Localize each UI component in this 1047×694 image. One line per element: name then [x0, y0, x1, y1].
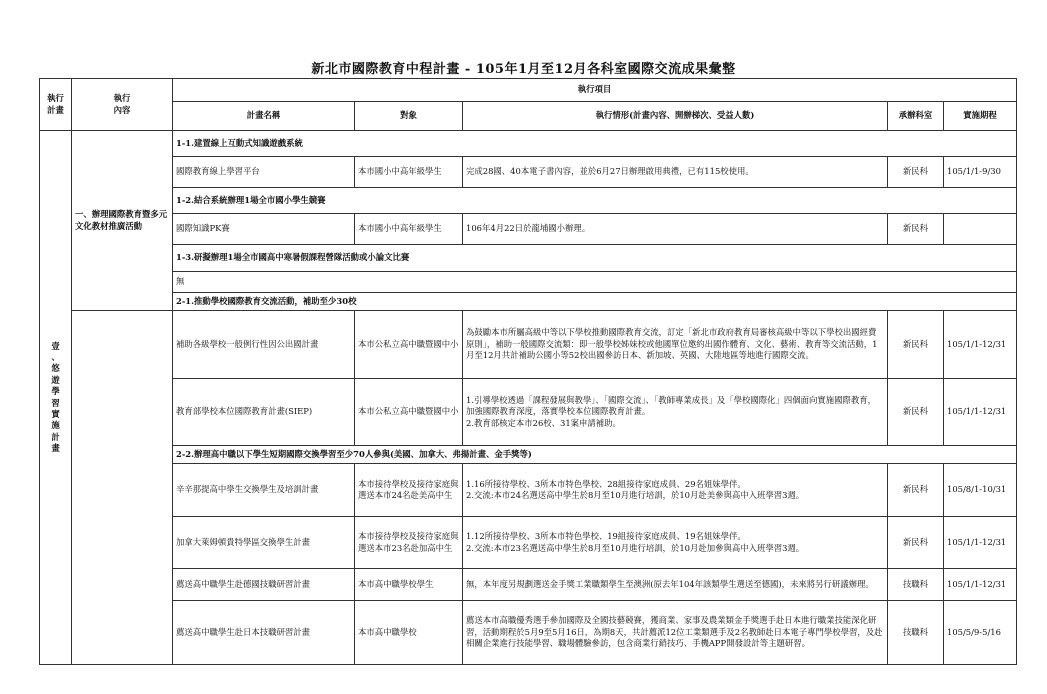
- row-period: 105/1/1-12/31: [944, 569, 1017, 601]
- row-target: 本市國小中高年級學生: [355, 157, 463, 188]
- section-heading: 1-2.結合系統辦理1場全市國小學生競賽: [173, 188, 1017, 214]
- row-status: 薦送本市高職優秀選手參加國際及全國技藝競賽，獲商業、家事及農業類金手獎選手赴日本進行職業技能深化研習，活動期程於5月9至5月16日，為期8天，共計薦派12位工業類選手及2名教師赴日本電子專門學校學習，及赴相關企業進行技能學習、職場體驗參訪，包含商業行銷技巧、手機APP開發設計等主題研習。: [463, 601, 888, 665]
- row-status: 無，本年度另規劃選送金手獎工業職類學生至澳洲(原去年104年該類學生選送至德國)，未來將另行研議辦理。: [463, 569, 888, 601]
- header-status: 執行情形(計畫內容、開辦梯次、受益人數): [463, 102, 888, 131]
- row-status: 1.引導學校透過「課程發展與教學」、「國際交流」、「教師專業成長」及「學校國際化」四個面向實施國際教育，加強國際教育深度，落實學校本位國際教育計畫。 2.教育部核定本市26校、31案申請補助。: [463, 379, 888, 446]
- content-label: 一、辦理國際教育暨多元文化教材推廣活動: [72, 131, 173, 311]
- section-heading: 2-1.推動學校國際教育交流活動，補助至少30校: [173, 293, 1017, 311]
- row-name: 薦送高中職學生赴德國技職研習計畫: [173, 569, 355, 601]
- row-status: 1.12所接待學校、3所本市特色學校、19組接待家庭成員、19名姐妹學伴。 2.交流:本市23名選送高中學生於8月至10月進行培訓，於10月赴加參與高中入班學習3週。: [463, 517, 888, 569]
- row-name: 教育部學校本位國際教育計畫(SIEP): [173, 379, 355, 446]
- row-name: 補助各級學校一般例行性因公出國計畫: [173, 311, 355, 379]
- row-name: 國際教育線上學習平台: [173, 157, 355, 188]
- plan-label: 壹 、 悠 遊 學 習 實 施 計 畫: [40, 131, 72, 665]
- row-period: 105/1/1-12/31: [944, 517, 1017, 569]
- row-name: 加拿大萊姆頓貴特學區交換學生計畫: [173, 517, 355, 569]
- row-target: 本市高中職學校學生: [355, 569, 463, 601]
- table-row: [40, 517, 1017, 569]
- header-dept: 承辦科室: [888, 102, 944, 131]
- row-dept: 新民科: [888, 214, 944, 245]
- row-dept: 新民科: [888, 157, 944, 188]
- row-target: 本市高中職學校: [355, 601, 463, 665]
- row-target: 本市接待學校及接待家庭與選送本市24名赴美高中生: [355, 464, 463, 517]
- row-name: 國際知識PK賽: [173, 214, 355, 245]
- row-period: 105/1/1-9/30: [944, 157, 1017, 188]
- row-status: 為鼓勵本市所屬高級中等以下學校推動國際教育交流，訂定「新北市政府教育局審核高級中等以下學校出國經費原則」，補助一般國際交流類：即一般學校姊妹校或他國單位邀約出國作體育、文化、藝術、教育等交流活動，1月至12月共計補助公國小等52校出國參訪日本、新加坡、英國、大陸地區等地進行國際交流。: [463, 311, 888, 379]
- header-period: 實施期程: [944, 102, 1017, 131]
- row-dept: 新民科: [888, 379, 944, 446]
- header-content: 執行 內容: [72, 79, 173, 131]
- table-row: [40, 464, 1017, 517]
- table-row: [40, 311, 1017, 379]
- row-status: 1.16所接待學校、3所本市特色學校、28組接待家庭成員、29名姐妹學伴。 2.交流:本市24名選送高中學生於8月至10月進行培訓，於10月赴美參與高中入班學習3週。: [463, 464, 888, 517]
- row-status: 完成28國、40本電子書內容，並於6月27日辦理啟用典禮，已有115校使用。: [463, 157, 888, 188]
- row-period: 105/5/9-5/16: [944, 601, 1017, 665]
- row-target: 本市公私立高中職暨國中小: [355, 311, 463, 379]
- row-empty: 無: [173, 272, 1017, 293]
- row-target: 本市國小中高年級學生: [355, 214, 463, 245]
- table-row: [40, 272, 1017, 293]
- section-heading: 1-3.研擬辦理1場全市國高中寒暑假課程營隊活動或小論文比賽: [173, 245, 1017, 272]
- row-period: 105/8/1-10/31: [944, 464, 1017, 517]
- row-target: 本市公私立高中職暨國中小: [355, 379, 463, 446]
- table-row: [40, 214, 1017, 245]
- table-row: [40, 379, 1017, 446]
- header-plan: 執行 計畫: [40, 79, 72, 131]
- row-dept: 技職科: [888, 601, 944, 665]
- row-dept: 新民科: [888, 464, 944, 517]
- header-items: 執行項目: [173, 79, 1017, 102]
- row-period: 105/1/1-12/31: [944, 311, 1017, 379]
- content-label-2: [72, 311, 173, 665]
- table-row: [40, 157, 1017, 188]
- table-row: [40, 569, 1017, 601]
- section-heading: 1-1.建置線上互動式知識遊戲系統: [173, 131, 1017, 157]
- document-title: 新北市國際教育中程計畫 - 105年1月至12月各科室國際交流成果彙整: [311, 62, 736, 77]
- row-dept: 技職科: [888, 569, 944, 601]
- row-name: 辛辛那提高中學生交換學生及培訓計畫: [173, 464, 355, 517]
- results-table: [39, 78, 1017, 665]
- row-name: 薦送高中職學生赴日本技職研習計畫: [173, 601, 355, 665]
- table-row: [40, 601, 1017, 665]
- header-target: 對象: [355, 102, 463, 131]
- section-heading: 2-2.辦理高中職以下學生短期國際交換學習至少70人參與(美國、加拿大、弗揚計畫、金手獎等): [173, 446, 1017, 464]
- row-period: [944, 214, 1017, 245]
- row-dept: 新民科: [888, 311, 944, 379]
- header-name: 計畫名稱: [173, 102, 355, 131]
- row-dept: 新民科: [888, 517, 944, 569]
- row-target: 本市接待學校及接待家庭與選送本市23名赴加高中生: [355, 517, 463, 569]
- row-period: 105/1/1-12/31: [944, 379, 1017, 446]
- row-status: 106年4月22日於龍埔國小辦理。: [463, 214, 888, 245]
